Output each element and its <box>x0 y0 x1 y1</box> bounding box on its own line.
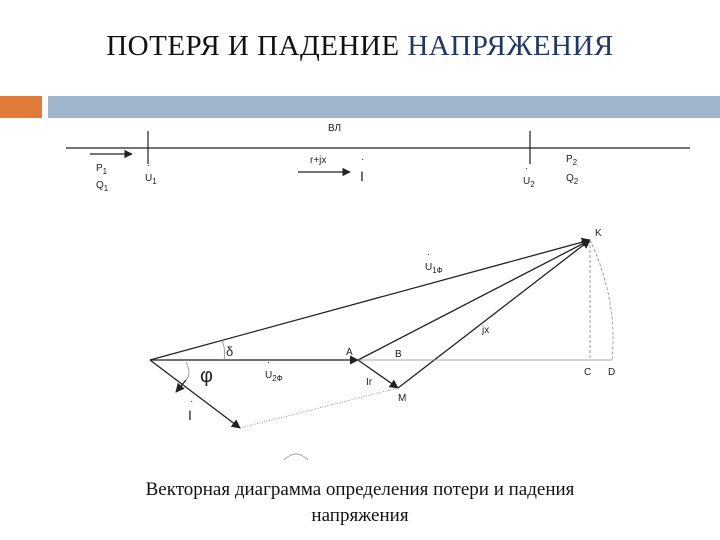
ak-line <box>358 240 590 360</box>
ir-label: Ir <box>366 377 373 388</box>
u2-dot: · <box>525 163 528 173</box>
point-b: B <box>395 349 402 360</box>
u1f-dot: · <box>427 249 430 259</box>
kd-arc <box>590 240 613 360</box>
title-part-1: ПОТЕРЯ И ПАДЕНИЕ <box>106 30 408 62</box>
point-c: C <box>584 367 592 378</box>
u1f-label: $U_{1Ф}$ <box>425 262 443 275</box>
p1-label: $P_1$ <box>96 163 108 176</box>
u1f-vector <box>150 240 590 360</box>
pointer-line <box>240 388 398 428</box>
caption-line-2: напряжения <box>311 505 409 526</box>
figure-caption <box>60 477 660 529</box>
u1-label: $U_1$ <box>145 173 157 186</box>
title-part-2: НАПРЯЖЕНИЯ <box>407 30 614 62</box>
line-labels <box>96 123 579 193</box>
current-vector-dot: · <box>190 396 194 407</box>
am-ir-vector <box>358 360 398 388</box>
vector-lines <box>150 240 590 428</box>
vector-labels <box>188 228 615 423</box>
point-a: A <box>346 347 353 358</box>
u2f-label: $U_{2Ф}$ <box>265 370 283 383</box>
line-current-label: I <box>360 168 364 184</box>
q2-label: $Q_2$ <box>566 173 579 186</box>
point-k: K <box>595 228 602 239</box>
u1-dot: · <box>147 160 150 170</box>
line-label: ВЛ <box>328 123 342 134</box>
caption-line-1: Векторная диаграмма определения потери и падения <box>145 479 575 500</box>
current-vector-label: I <box>188 407 192 423</box>
p2-label: $P_2$ <box>566 154 578 167</box>
right-angle-arc <box>284 454 308 460</box>
u2f-dot: · <box>267 357 270 367</box>
u2-label: $U_2$ <box>523 176 535 189</box>
q1-label: $Q_1$ <box>96 180 109 193</box>
line-current-dot: · <box>361 154 365 165</box>
jx-label: jx <box>482 325 490 336</box>
delta-symbol: δ <box>226 344 234 359</box>
delta-arc <box>222 340 225 360</box>
point-m: M <box>398 393 407 404</box>
point-d: D <box>608 367 616 378</box>
impedance-label: r+jx <box>310 155 327 166</box>
line-schematic <box>66 131 690 172</box>
phi-symbol: φ <box>200 365 213 387</box>
current-vector <box>150 360 240 428</box>
phi-arc <box>186 362 189 380</box>
